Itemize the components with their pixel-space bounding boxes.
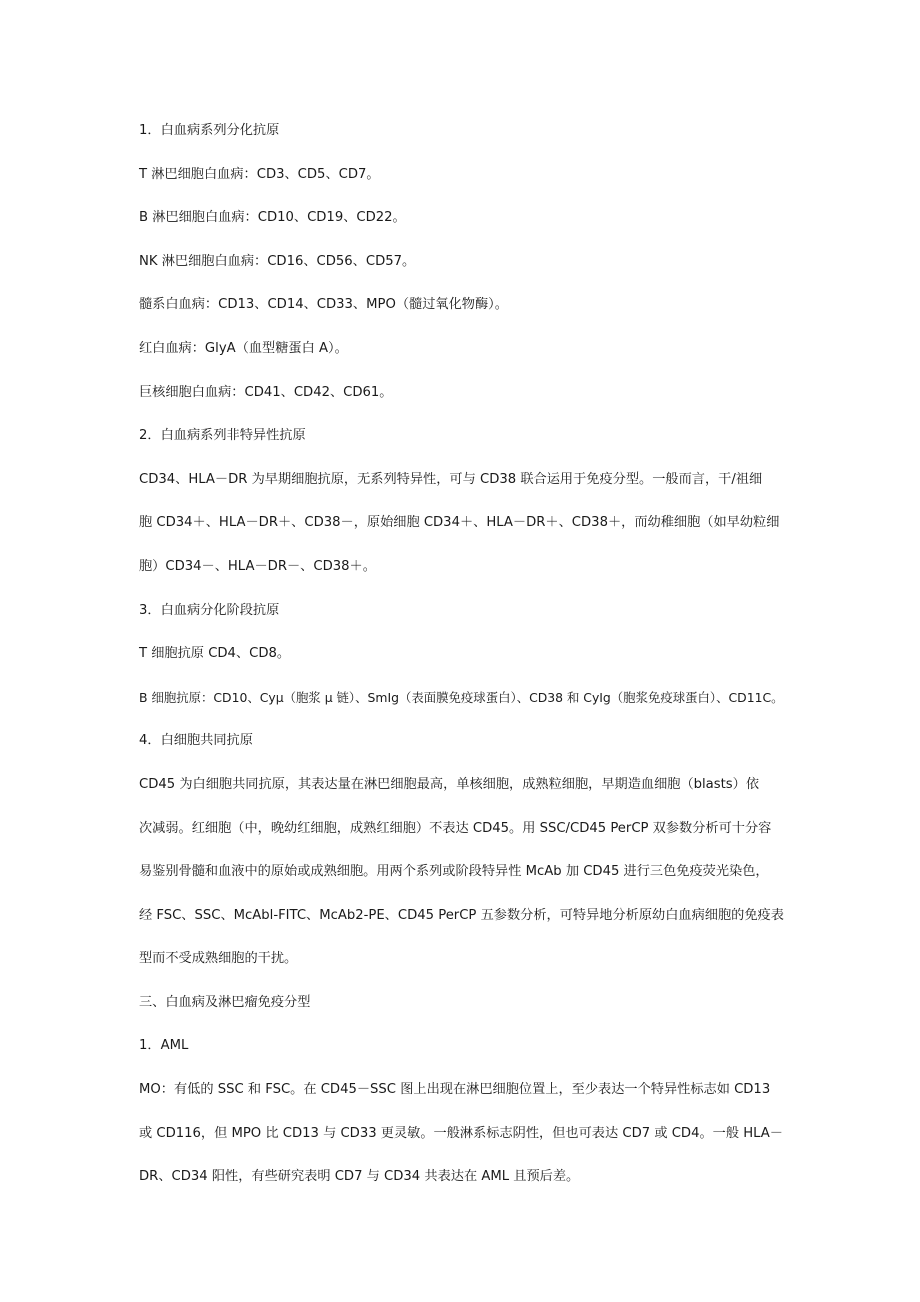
document-body xyxy=(139,120,784,1210)
text-line: T 淋巴细胞白血病：CD3、CD5、CD7。 xyxy=(139,166,380,182)
text-line: B 淋巴细胞白血病：CD10、CD19、CD22。 xyxy=(139,210,406,226)
paragraph-line: CD45 为白细胞共同抗原，其表达量在淋巴细胞最高，单核细胞，成熟粒细胞，早期造血细胞（blasts）依 xyxy=(139,776,760,792)
section-heading: 2．白血病系列非特异性抗原 xyxy=(139,428,306,444)
paragraph xyxy=(139,774,784,970)
paragraph-line: 次减弱。红细胞（中，晚幼红细胞，成熟红细胞）不表达 CD45。用 SSC/CD45 PerCP 双参数分析可十分容 xyxy=(139,820,772,836)
text-line: B 细胞抗原：CD10、Cyμ（胞浆 μ 链）、SmIg（表面膜免疫球蛋白）、CD38 和 CyIg（胞浆免疫球蛋白）、CD11C。 xyxy=(139,689,784,705)
section-heading: 1．AML xyxy=(139,1038,189,1054)
paragraph-line: 胞 CD34＋、HLA－DR＋、CD38－，原始细胞 CD34＋、HLA－DR＋、CD38＋，而幼稚细胞（如早幼粒细 xyxy=(139,515,780,531)
paragraph-line: CD34、HLA－DR 为早期细胞抗原，无系列特异性，可与 CD38 联合运用于免疫分型。一般而言，干/祖细 xyxy=(139,471,763,487)
text-line: 巨核细胞白血病：CD41、CD42、CD61。 xyxy=(139,384,393,400)
section-heading: 4．白细胞共同抗原 xyxy=(139,733,253,749)
text-line: 髓系白血病：CD13、CD14、CD33、MPO（髓过氧化物酶）。 xyxy=(139,297,508,313)
paragraph-line: 或 CD116，但 MPO 比 CD13 与 CD33 更灵敏。一般淋系标志阴性，但也可表达 CD7 或 CD4。一般 HLA－ xyxy=(139,1125,783,1141)
paragraph-line: MO：有低的 SSC 和 FSC。在 CD45－SSC 图上出现在淋巴细胞位置上，至少表达一个特异性标志如 CD13 xyxy=(139,1082,771,1098)
section-heading: 1．白血病系列分化抗原 xyxy=(139,123,280,138)
chapter-heading: 三、白血病及淋巴瘤免疫分型 xyxy=(139,994,311,1010)
text-line: NK 淋巴细胞白血病：CD16、CD56、CD57。 xyxy=(139,253,416,269)
paragraph-line: 胞）CD34－、HLA－DR－、CD38＋。 xyxy=(139,558,376,574)
text-line: 红白血病：GlyA（血型糖蛋白 A）。 xyxy=(139,340,348,356)
paragraph xyxy=(139,469,784,578)
paragraph-line: 易鉴别骨髓和血液中的原始或成熟细胞。用两个系列或阶段特异性 McAb 加 CD45 进行三色免疫荧光染色， xyxy=(139,864,769,880)
paragraph-line: 型而不受成熟细胞的干扰。 xyxy=(139,951,298,967)
paragraph xyxy=(139,1079,784,1188)
paragraph-line: DR、CD34 阳性，有些研究表明 CD7 与 CD34 共表达在 AML 且预后差。 xyxy=(139,1169,580,1185)
section-heading: 3．白血病分化阶段抗原 xyxy=(139,602,280,618)
paragraph-line: 经 FSC、SSC、McAbl-FITC、McAb2-PE、CD45 PerCP 五参数分析，可特异地分析原幼白血病细胞的免疫表 xyxy=(139,907,784,923)
text-line: T 细胞抗原 CD4、CD8。 xyxy=(139,646,291,662)
